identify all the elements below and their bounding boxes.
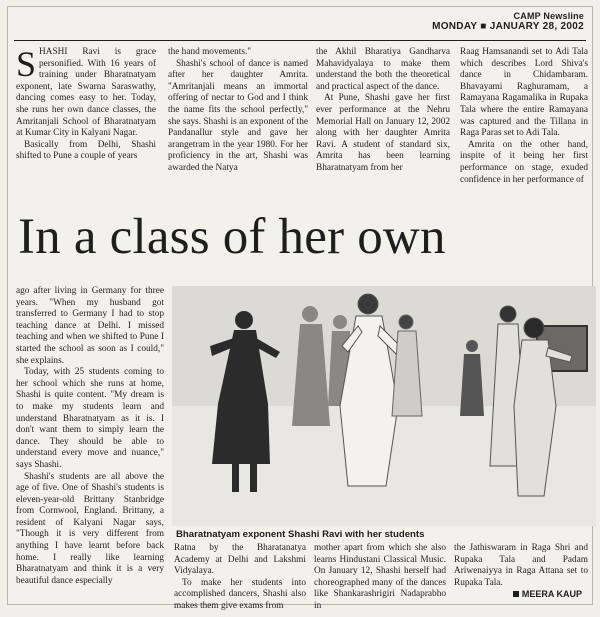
bottom-column-1 bbox=[174, 543, 306, 613]
top-column-2 bbox=[168, 47, 308, 175]
article-paragraph: Today, with 25 students coming to her school which she runs at home, Shashi is quite content. "My dream is to make my students learn and understand Bharatnatyam as it is. I don't want them to simply learn the dance. They should be able to understand every move and nuance," says Shashi. bbox=[16, 367, 164, 470]
top-rule bbox=[14, 40, 586, 41]
headline: In a class of her own bbox=[18, 209, 446, 265]
article-paragraph: To make her students into accomplished dancers, Shashi also makes them give exams from bbox=[174, 577, 306, 611]
masthead bbox=[432, 11, 584, 32]
article-paragraph: the Akhil Bharatiya Gandharva Mahavidyalaya to make them understand the both the theoretical and practical aspect of the dance. bbox=[316, 47, 450, 92]
article-paragraph: HASHI Ravi is grace personified. With 16 years of training under Bharatnatyam exponent, late Swarna Saraswathy, dancing comes easy to her. Today, she runs her own dance classes, the Amritanjali School of Bharatnatyam at Kumar City in Kalyani Nagar. bbox=[16, 47, 156, 139]
article-paragraph: Amrita on the other hand, inspite of it being her first performance on stage, exuded confidence in her performance of bbox=[460, 139, 588, 185]
photo-caption: Bharatnatyam exponent Shashi Ravi with her students bbox=[176, 529, 425, 540]
article-paragraph: At Pune, Shashi gave her first ever performance at the Nehru Memorial Hall on January 12, 2002 along with her daughter Amrita Ravi. A student of standard six, Amrita has been learning Bharatnatyam from her bbox=[316, 93, 450, 173]
dancers-photo-illustration bbox=[172, 286, 596, 526]
article-paragraph: the hand movements." bbox=[168, 47, 252, 57]
newspaper-clipping bbox=[7, 6, 593, 611]
article-paragraph: the Jathiswaram in Raga Shri and Rupaka Tala and Padam Ariwenaiyya in Raga Attana set to Rupaka Tala. bbox=[454, 543, 588, 588]
article-paragraph: Raag Hamsanandi set to Adi Tala which describes Lord Shiva's dance in Chidambaram. Bhavayami Raghuramam, a Ramayana Ragamalika in Rupaka Tala where the entire Ramayana was captured and the Tillana in Raga Paras set to Adi Tala. bbox=[460, 47, 588, 139]
article-paragraph: ago after living in Germany for three years. "When my husband got transferred to Germany I had to stop teaching dance at Delhi. I missed teaching and when we shifted to Pune I started the school as soon as I could," she explains. bbox=[16, 286, 164, 366]
newspaper-brand: CAMP Newsline bbox=[513, 11, 584, 21]
dancers-photo bbox=[172, 286, 596, 526]
drop-cap: S bbox=[16, 44, 37, 84]
byline-author: MEERA KAUP bbox=[521, 589, 582, 599]
article-paragraph: Ratna by the Bharatanatya Academy at Delhi and Lakshmi Vidyalaya. bbox=[174, 543, 306, 577]
top-column-1 bbox=[16, 44, 156, 163]
bottom-column-3 bbox=[454, 543, 588, 589]
article-paragraph: Basically from Delhi, Shashi shifted to Pune a couple of years bbox=[16, 139, 156, 162]
top-column-3 bbox=[316, 47, 450, 175]
issue-date: MONDAY ■ JANUARY 28, 2002 bbox=[432, 21, 584, 32]
byline bbox=[513, 589, 582, 599]
bottom-column-2 bbox=[314, 543, 446, 613]
top-column-4 bbox=[460, 47, 588, 186]
article-paragraph: mother apart from which she also learns Hindustani Classical Music. On January 12, Shashi herself had choreographed many of the dances like Shankarashrigiri Nadaprabho in bbox=[314, 543, 446, 611]
article-paragraph: Shashi's students are all above the age of five. One of Shashi's students is eleven-year-old Brittany Stanbridge from Cornwool, England. Brittany, a resident of Kalyani Nagar says, "Though it is very different from anything I have learnt before back home. I really like learning Bharatnatyam and think it is a very beautiful dance especially bbox=[16, 471, 164, 586]
left-column bbox=[16, 286, 164, 587]
byline-square-icon bbox=[513, 591, 519, 597]
article-paragraph: Shashi's school of dance is named after her daughter Amrita. "Amritanjali means an immortal offering of nectar to God and I think the name fits the school perfectly," she says. Shashi is an exponent of the Pandanallur style and gave her arangetram in the year 1980. For her proficiency in the art, Shashi was awarded the Natya bbox=[168, 58, 308, 173]
